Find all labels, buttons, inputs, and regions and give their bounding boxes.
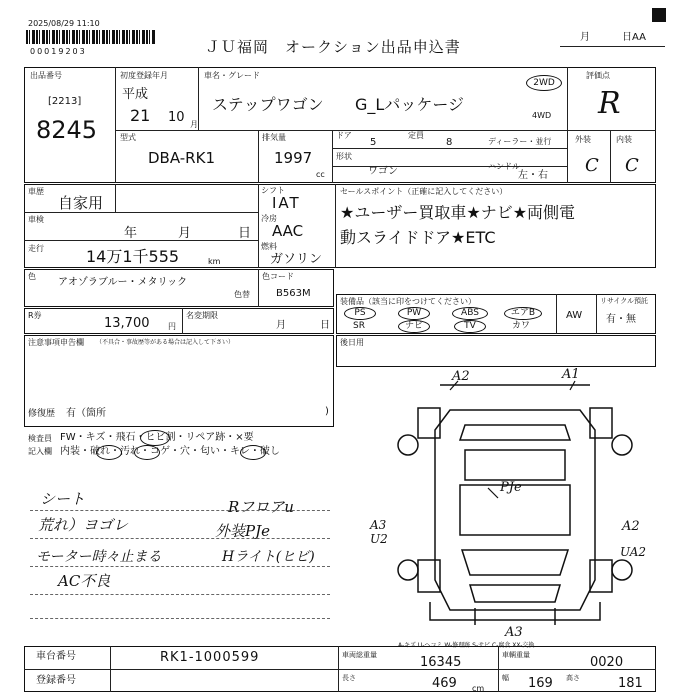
print-datetime: 2025/08/29 11:10 <box>28 19 100 28</box>
displacement-label: 排気量 <box>262 133 286 142</box>
mileage-label: 走行 <box>28 244 44 253</box>
legend-circle-tear <box>96 445 122 460</box>
legend-row-1: FW・キズ・飛石・ヒビ割・リペア跡・×要 <box>60 432 254 443</box>
sales-point-line2: 動スライドドア★ETC <box>340 228 496 247</box>
length-value: 469 <box>432 676 457 691</box>
reg-number-label: 登録番号 <box>36 675 76 686</box>
usage-label: 車歴 <box>28 187 44 196</box>
legend-circle-dirt <box>134 445 160 460</box>
after-section <box>336 335 656 367</box>
handle-side: 左・右 <box>518 170 548 181</box>
date-underline <box>560 46 665 47</box>
note-left-3: モーター時々止まる <box>36 549 162 565</box>
chassis-label: 車台番号 <box>36 651 76 662</box>
ac-value: AAC <box>272 222 304 240</box>
equipment-label: 装備品（該当に印をつけてください） <box>340 297 476 306</box>
displacement: 1997 <box>274 149 313 167</box>
note-right-1: Rフロアu <box>228 498 294 516</box>
car-grade: G_Lパッケージ <box>355 95 464 114</box>
equip-navi: ナビ <box>398 320 430 333</box>
vehicle-weight-label: 車輌重量 <box>502 651 530 659</box>
page-title: ＪＵ福岡 オークション出品申込書 <box>205 38 461 56</box>
height-label: 高さ <box>566 674 580 682</box>
sales-point-label: セールスポイント（正確に記入してください） <box>340 187 508 196</box>
name-change-day: 日 <box>320 320 330 331</box>
note-right-3: Hライト(ヒビ) <box>222 549 315 565</box>
mark-a3-left: A3 <box>370 518 387 532</box>
equip-abs: ABS <box>452 307 488 320</box>
reg-month-unit: 月 <box>190 120 198 129</box>
inspector-label: 検査員 <box>28 434 52 443</box>
body-label: 形状 <box>336 152 352 161</box>
repair-value: 有（箇所 <box>66 408 106 419</box>
fuel-label: 燃料 <box>261 242 277 251</box>
legend-circle-chip <box>140 430 170 446</box>
diagram-legend: A-キズ U-ヘコミ W-修理跡 S-サビ C-腐食 XX-交換 <box>398 642 535 649</box>
lot-number: 8245 <box>36 116 98 144</box>
car-damage-diagram <box>380 370 650 632</box>
notes-label: 注意事項申告欄 <box>28 338 84 347</box>
color-code-label: 色コード <box>262 272 294 281</box>
mark-a2-front: A2 <box>452 369 470 384</box>
mark-u2-left: U2 <box>370 532 388 546</box>
usage-value: 自家用 <box>58 194 104 212</box>
barcode <box>26 30 156 44</box>
mileage-value: 14万1千555 <box>86 247 180 266</box>
door-count: 5 <box>370 137 377 148</box>
date-month-label: 月 <box>580 32 590 43</box>
tax-value: 13,700 <box>104 316 150 331</box>
width-value: 169 <box>528 676 553 691</box>
after-label: 後日用 <box>340 338 364 347</box>
inspection-day: 日 <box>238 226 252 241</box>
shift-value: IAT <box>272 194 301 212</box>
recycle-label: リサイクル預託 <box>600 297 649 305</box>
note-left-4: AC不良 <box>58 572 111 590</box>
color-value: アオゾラブルー・メタリック <box>58 277 188 288</box>
cc-unit: cc <box>316 170 325 179</box>
barcode-number: 00019203 <box>30 47 87 56</box>
equip-tv: TV <box>454 320 486 333</box>
sales-point-line1: ★ユーザー買取車★ナビ★両側電 <box>340 203 576 222</box>
mark-ua2-right: UA2 <box>620 545 647 559</box>
equip-leather: カワ <box>512 321 531 331</box>
legend-row-2: 内装・破れ・汚れ・コゲ・穴・匂い・キレ・破し <box>60 446 280 457</box>
era: 平成 <box>122 87 149 102</box>
color-change-label: 色替 <box>234 290 250 299</box>
recycle-value: 有・無 <box>606 314 636 325</box>
reg-year: 21 <box>130 106 151 125</box>
dealer-label: ディーラー・並行 <box>488 137 552 146</box>
first-reg-label: 初度登録年月 <box>120 71 168 80</box>
yen-unit: 円 <box>168 322 176 331</box>
drive-2wd: 2WD <box>526 75 562 91</box>
inspection-month: 月 <box>178 226 192 241</box>
length-unit: cm <box>472 684 485 693</box>
width-label: 幅 <box>502 674 509 682</box>
name-change-label: 名変期限 <box>186 311 218 320</box>
mark-a1-front: A1 <box>562 367 580 382</box>
model-label: 型式 <box>120 133 136 142</box>
note-left-2: 荒れ）ヨゴレ <box>38 516 129 534</box>
exterior-score: C <box>585 155 599 176</box>
lot-sub: [2213] <box>48 96 82 107</box>
equip-aw: AW <box>566 310 583 321</box>
handle-label: ハンドル <box>488 162 520 171</box>
weight-label: 車両総重量 <box>342 651 377 659</box>
repair-close: ) <box>325 406 329 417</box>
door-label: ドア <box>336 131 352 140</box>
ac-label: 冷房 <box>261 214 277 223</box>
model-code: DBA-RK1 <box>148 149 215 167</box>
tax-section <box>24 308 334 334</box>
note-right-2: 外装PJe <box>215 522 270 540</box>
equip-airbag: エアB <box>504 307 542 320</box>
car-name: ステップワゴン <box>212 95 324 114</box>
chassis-number: RK1-1000599 <box>160 650 260 665</box>
equip-ps: PS <box>344 307 376 320</box>
inspection-year: 年 <box>124 226 138 241</box>
inspection-label: 車検 <box>28 215 44 224</box>
fuel-value: ガソリン <box>270 252 323 267</box>
capacity: 8 <box>446 137 453 148</box>
mark-a3-rear: A3 <box>505 625 523 640</box>
date-day-label: 日AA <box>622 32 646 43</box>
body-type: ワゴン <box>368 166 398 177</box>
notes-sub: （不具合・事故歴等がある場合は記入して下さい） <box>96 339 235 346</box>
lot-label: 出品番号 <box>30 71 62 80</box>
color-label: 色 <box>28 272 36 281</box>
car-name-label: 車名・グレード <box>204 71 260 80</box>
exterior-label: 外装 <box>575 135 591 144</box>
capacity-label: 定員 <box>408 131 424 140</box>
gross-weight: 16345 <box>420 655 462 670</box>
km-unit: km <box>208 257 221 266</box>
interior-score: C <box>625 155 639 176</box>
score-label: 評価点 <box>586 71 610 80</box>
tax-label: R券 <box>28 311 42 320</box>
equip-pw: PW <box>398 307 430 320</box>
reg-month: 10 <box>168 110 185 125</box>
score-value: R <box>598 86 621 121</box>
equip-sr: SR <box>353 321 365 331</box>
shift-label: シフト <box>261 186 285 195</box>
length-label: 長さ <box>342 674 356 682</box>
color-code: B563M <box>276 288 311 299</box>
note-left-1: シート <box>40 490 86 508</box>
inspector-mark: 記入欄 <box>28 447 52 456</box>
drive-4wd: 4WD <box>532 111 552 120</box>
legend-circle-smell <box>240 445 266 460</box>
vehicle-weight: 0020 <box>590 655 624 670</box>
page-corner-mark <box>652 8 666 22</box>
mark-pje-roof: PJe <box>500 480 522 495</box>
height-value: 181 <box>618 676 643 691</box>
name-change-month: 月 <box>276 320 286 331</box>
mark-a2-right: A2 <box>622 519 640 534</box>
repair-label: 修復歴 <box>28 409 56 419</box>
interior-label: 内装 <box>616 135 632 144</box>
